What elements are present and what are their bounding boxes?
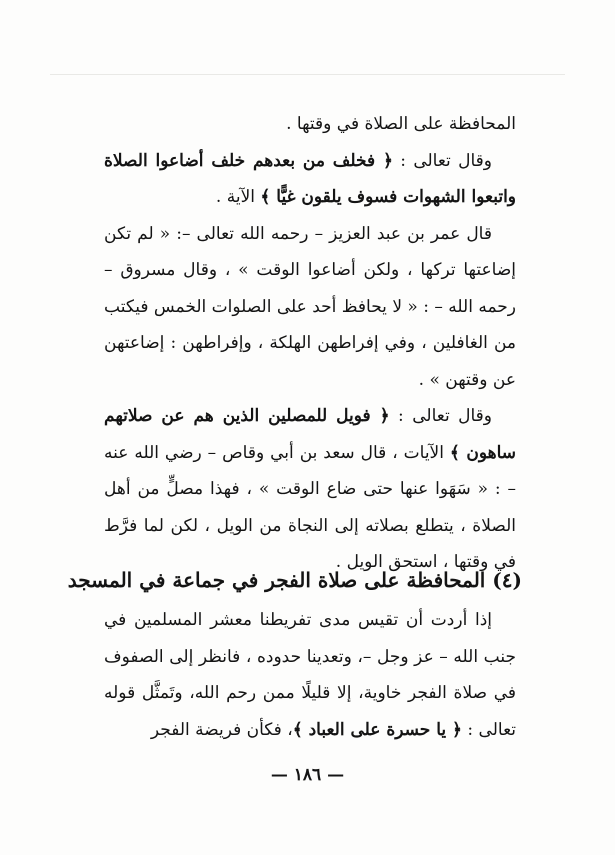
- section-heading: (٤) المحافظة على صلاة الفجر في جماعة في المسجد: [67, 568, 522, 592]
- paragraph: [104, 143, 516, 216]
- body-text-2: [104, 602, 516, 748]
- page-number: — ١٨٦ —: [270, 765, 345, 785]
- paragraph-text: قال عمر بن عبد العزيز – رحمه الله تعالى –: « لم تكن إضاعتها تركها ، ولكن أضاعوا الوقت » ، وقال مسروق – رحمه الله – : « لا يحافظ أحد على الصلوات الخمس فيكتب من الغافلين ، وفي إفراطهن الهلكة ، وإفراطهن : إضاعتهن عن وقتهن » .: [104, 223, 516, 390]
- paragraph-text: الآية .: [215, 187, 261, 207]
- quran-verse: ﴿ فخلف من بعدهم خلف أضاعوا الصلاة واتبعوا الشهوات فسوف يلقون غيًّا ﴾: [104, 150, 516, 207]
- paragraph: [104, 602, 516, 748]
- quran-verse: ﴿ فويل للمصلين الذين هم عن صلاتهم ساهون ﴾: [104, 406, 516, 463]
- body-text: [104, 106, 516, 581]
- paragraph-text: وقال تعالى :: [392, 150, 492, 171]
- paragraph-text: وقال تعالى :: [389, 406, 492, 426]
- paragraph-text: ، فكأن فريضة الفجر: [150, 719, 293, 740]
- paragraph: [104, 398, 516, 581]
- paragraph: [104, 106, 516, 143]
- paragraph-text: المحافظة على الصلاة في وقتها .: [286, 114, 516, 134]
- paragraph-text: الآيات ، قال سعد بن أبي وقاص – رضي الله عنه – : « سَهَوا عنها حتى ضاع الوقت » ، فهذا مصلٍّ من أهل الصلاة ، يتطلع بصلاته إلى النجاة من الويل ، لكن لما فرَّط في وقتها ، استحق الويل .: [104, 442, 516, 572]
- quran-verse: ﴿ يا حسرة على العباد ﴾: [292, 719, 462, 740]
- paragraph: [104, 216, 516, 399]
- paragraph-text: إذا أردت أن تقيس مدى تفريطنا معشر المسلمين في جنب الله – عز وجل –، وتعدينا حدوده ، فانظر إلى الصفوف في صلاة الفجر خاوية، إلا قليلًا ممن رحم الله، وتَمثَّل قوله تعالى :: [104, 610, 516, 740]
- scan-line: [50, 74, 565, 75]
